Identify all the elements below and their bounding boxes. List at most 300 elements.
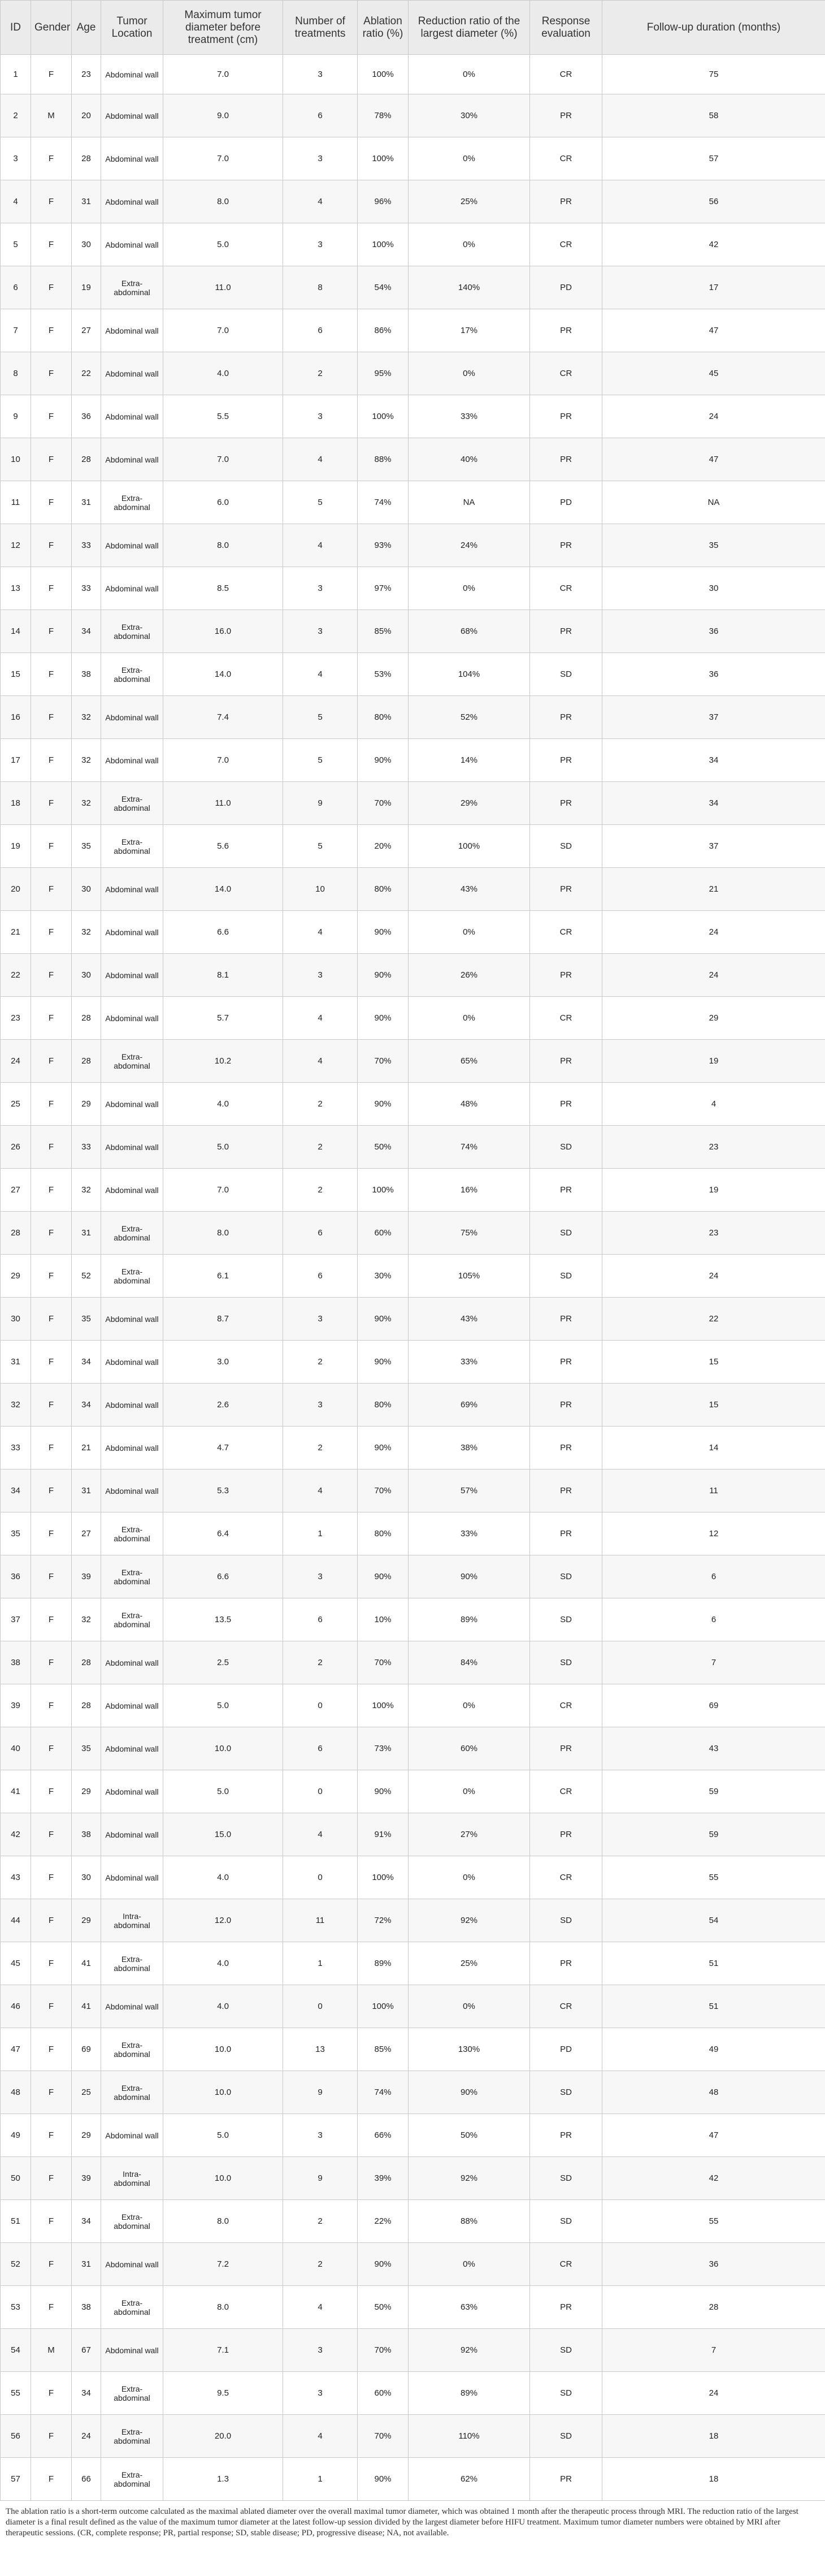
response-cell: SD: [530, 2329, 602, 2372]
followup-cell: 34: [602, 782, 825, 825]
id-cell: 45: [1, 1942, 31, 1985]
diameter-cell: 4.0: [163, 1985, 283, 2028]
treatments-cell: 2: [283, 2243, 358, 2286]
age-cell: 41: [72, 1985, 101, 2028]
followup-cell: 48: [602, 2071, 825, 2114]
location-cell: Intra-abdominal: [101, 1899, 163, 1942]
followup-cell: 6: [602, 1555, 825, 1598]
column-header: ID: [1, 1, 31, 55]
location-cell: Extra-abdominal: [101, 653, 163, 696]
treatments-cell: 6: [283, 94, 358, 137]
column-header: Maximum tumor diameter before treatment (cm): [163, 1, 283, 55]
followup-cell: 7: [602, 1641, 825, 1684]
ablation-cell: 85%: [358, 610, 409, 653]
id-cell: 1: [1, 55, 31, 94]
column-header: Reduction ratio of the largest diameter (%): [409, 1, 530, 55]
table-row: [1, 1384, 825, 1427]
location-cell: Extra-abdominal: [101, 1512, 163, 1555]
column-header: Gender: [31, 1, 72, 55]
followup-cell: 19: [602, 1169, 825, 1212]
location-cell: Abdominal wall: [101, 137, 163, 180]
age-cell: 33: [72, 567, 101, 610]
age-cell: 27: [72, 309, 101, 352]
id-cell: 42: [1, 1813, 31, 1856]
treatments-cell: 8: [283, 266, 358, 309]
table-row: [1, 1255, 825, 1298]
table-row: [1, 352, 825, 395]
ablation-cell: 78%: [358, 94, 409, 137]
response-cell: SD: [530, 1641, 602, 1684]
ablation-cell: 80%: [358, 1384, 409, 1427]
age-cell: 28: [72, 997, 101, 1040]
gender-cell: F: [31, 1040, 72, 1083]
table-row: [1, 94, 825, 137]
treatments-cell: 1: [283, 1942, 358, 1985]
location-cell: Abdominal wall: [101, 696, 163, 739]
age-cell: 31: [72, 2243, 101, 2286]
table-row: [1, 696, 825, 739]
id-cell: 5: [1, 223, 31, 266]
diameter-cell: 9.5: [163, 2372, 283, 2415]
id-cell: 26: [1, 1126, 31, 1169]
gender-cell: F: [31, 1942, 72, 1985]
treatments-cell: 3: [283, 2329, 358, 2372]
ablation-cell: 100%: [358, 223, 409, 266]
table-row: [1, 1341, 825, 1384]
response-cell: PD: [530, 2028, 602, 2071]
age-cell: 35: [72, 1727, 101, 1770]
location-cell: Abdominal wall: [101, 567, 163, 610]
response-cell: PR: [530, 395, 602, 438]
gender-cell: F: [31, 180, 72, 223]
table-row: [1, 1512, 825, 1555]
table-row: [1, 610, 825, 653]
location-cell: Extra-abdominal: [101, 1040, 163, 1083]
location-cell: Abdominal wall: [101, 1427, 163, 1469]
reduction-cell: 17%: [409, 309, 530, 352]
location-cell: Abdominal wall: [101, 911, 163, 954]
location-cell: Intra-abdominal: [101, 2157, 163, 2200]
followup-cell: 23: [602, 1126, 825, 1169]
followup-cell: 35: [602, 524, 825, 567]
response-cell: SD: [530, 2415, 602, 2458]
ablation-cell: 53%: [358, 653, 409, 696]
table-row: [1, 1040, 825, 1083]
gender-cell: F: [31, 653, 72, 696]
gender-cell: F: [31, 2286, 72, 2329]
table-row: [1, 2071, 825, 2114]
followup-cell: 45: [602, 352, 825, 395]
table-row: [1, 55, 825, 94]
ablation-cell: 70%: [358, 2329, 409, 2372]
followup-cell: 49: [602, 2028, 825, 2071]
table-body: [1, 55, 825, 2501]
diameter-cell: 2.5: [163, 1641, 283, 1684]
ablation-cell: 70%: [358, 782, 409, 825]
age-cell: 29: [72, 1770, 101, 1813]
followup-cell: 21: [602, 868, 825, 911]
ablation-cell: 70%: [358, 1641, 409, 1684]
reduction-cell: 90%: [409, 2071, 530, 2114]
gender-cell: F: [31, 266, 72, 309]
response-cell: PR: [530, 1813, 602, 1856]
location-cell: Abdominal wall: [101, 1298, 163, 1341]
age-cell: 29: [72, 2114, 101, 2157]
ablation-cell: 96%: [358, 180, 409, 223]
ablation-cell: 86%: [358, 309, 409, 352]
gender-cell: F: [31, 1985, 72, 2028]
table-row: [1, 868, 825, 911]
diameter-cell: 4.0: [163, 352, 283, 395]
diameter-cell: 7.4: [163, 696, 283, 739]
treatments-cell: 4: [283, 524, 358, 567]
age-cell: 30: [72, 1856, 101, 1899]
ablation-cell: 60%: [358, 2372, 409, 2415]
response-cell: SD: [530, 2200, 602, 2243]
id-cell: 3: [1, 137, 31, 180]
diameter-cell: 15.0: [163, 1813, 283, 1856]
gender-cell: F: [31, 1727, 72, 1770]
age-cell: 20: [72, 94, 101, 137]
diameter-cell: 1.3: [163, 2458, 283, 2501]
followup-cell: 24: [602, 1255, 825, 1298]
reduction-cell: 63%: [409, 2286, 530, 2329]
followup-cell: NA: [602, 481, 825, 524]
location-cell: Extra-abdominal: [101, 266, 163, 309]
age-cell: 28: [72, 137, 101, 180]
reduction-cell: 57%: [409, 1469, 530, 1512]
gender-cell: M: [31, 94, 72, 137]
treatments-cell: 2: [283, 1427, 358, 1469]
age-cell: 28: [72, 1641, 101, 1684]
response-cell: PR: [530, 868, 602, 911]
table-row: [1, 223, 825, 266]
location-cell: Abdominal wall: [101, 2243, 163, 2286]
ablation-cell: 73%: [358, 1727, 409, 1770]
age-cell: 69: [72, 2028, 101, 2071]
reduction-cell: NA: [409, 481, 530, 524]
location-cell: Extra-abdominal: [101, 2286, 163, 2329]
response-cell: PR: [530, 94, 602, 137]
id-cell: 11: [1, 481, 31, 524]
treatments-cell: 0: [283, 1770, 358, 1813]
treatments-cell: 3: [283, 55, 358, 94]
table-row: [1, 782, 825, 825]
table-row: [1, 997, 825, 1040]
gender-cell: F: [31, 1598, 72, 1641]
age-cell: 38: [72, 653, 101, 696]
ablation-cell: 70%: [358, 1469, 409, 1512]
table-row: [1, 1126, 825, 1169]
diameter-cell: 5.6: [163, 825, 283, 868]
table-row: [1, 2329, 825, 2372]
age-cell: 31: [72, 1212, 101, 1255]
id-cell: 47: [1, 2028, 31, 2071]
reduction-cell: 104%: [409, 653, 530, 696]
gender-cell: F: [31, 2114, 72, 2157]
reduction-cell: 27%: [409, 1813, 530, 1856]
followup-cell: 51: [602, 1942, 825, 1985]
response-cell: PR: [530, 309, 602, 352]
id-cell: 39: [1, 1684, 31, 1727]
treatments-cell: 2: [283, 1641, 358, 1684]
followup-cell: 22: [602, 1298, 825, 1341]
treatments-cell: 3: [283, 137, 358, 180]
table-row: [1, 911, 825, 954]
followup-cell: 14: [602, 1427, 825, 1469]
reduction-cell: 0%: [409, 223, 530, 266]
gender-cell: F: [31, 1384, 72, 1427]
reduction-cell: 0%: [409, 1684, 530, 1727]
location-cell: Abdominal wall: [101, 1684, 163, 1727]
gender-cell: F: [31, 2243, 72, 2286]
reduction-cell: 130%: [409, 2028, 530, 2071]
gender-cell: F: [31, 868, 72, 911]
followup-cell: 55: [602, 1856, 825, 1899]
column-header: Ablation ratio (%): [358, 1, 409, 55]
reduction-cell: 0%: [409, 55, 530, 94]
reduction-cell: 92%: [409, 2157, 530, 2200]
age-cell: 28: [72, 438, 101, 481]
ablation-cell: 80%: [358, 1512, 409, 1555]
location-cell: Abdominal wall: [101, 2114, 163, 2157]
reduction-cell: 65%: [409, 1040, 530, 1083]
table-row: [1, 1856, 825, 1899]
table-row: [1, 1469, 825, 1512]
treatments-cell: 1: [283, 1512, 358, 1555]
diameter-cell: 7.2: [163, 2243, 283, 2286]
ablation-cell: 90%: [358, 739, 409, 782]
age-cell: 36: [72, 395, 101, 438]
column-header: Tumor Location: [101, 1, 163, 55]
location-cell: Extra-abdominal: [101, 2415, 163, 2458]
age-cell: 35: [72, 1298, 101, 1341]
followup-cell: 37: [602, 825, 825, 868]
ablation-cell: 80%: [358, 868, 409, 911]
reduction-cell: 0%: [409, 1856, 530, 1899]
ablation-cell: 50%: [358, 2286, 409, 2329]
diameter-cell: 7.0: [163, 55, 283, 94]
response-cell: PR: [530, 1083, 602, 1126]
age-cell: 30: [72, 223, 101, 266]
id-cell: 34: [1, 1469, 31, 1512]
ablation-cell: 54%: [358, 266, 409, 309]
id-cell: 30: [1, 1298, 31, 1341]
age-cell: 31: [72, 481, 101, 524]
ablation-cell: 39%: [358, 2157, 409, 2200]
response-cell: SD: [530, 1899, 602, 1942]
followup-cell: 28: [602, 2286, 825, 2329]
diameter-cell: 7.0: [163, 739, 283, 782]
treatments-cell: 10: [283, 868, 358, 911]
age-cell: 39: [72, 1555, 101, 1598]
gender-cell: F: [31, 1770, 72, 1813]
reduction-cell: 0%: [409, 352, 530, 395]
diameter-cell: 5.0: [163, 1684, 283, 1727]
age-cell: 31: [72, 180, 101, 223]
location-cell: Extra-abdominal: [101, 610, 163, 653]
followup-cell: 36: [602, 610, 825, 653]
id-cell: 15: [1, 653, 31, 696]
reduction-cell: 92%: [409, 1899, 530, 1942]
response-cell: SD: [530, 1255, 602, 1298]
followup-cell: 47: [602, 438, 825, 481]
gender-cell: F: [31, 223, 72, 266]
ablation-cell: 90%: [358, 1427, 409, 1469]
treatments-cell: 4: [283, 2415, 358, 2458]
gender-cell: M: [31, 2329, 72, 2372]
gender-cell: F: [31, 696, 72, 739]
gender-cell: F: [31, 309, 72, 352]
location-cell: Extra-abdominal: [101, 782, 163, 825]
id-cell: 37: [1, 1598, 31, 1641]
reduction-cell: 48%: [409, 1083, 530, 1126]
reduction-cell: 25%: [409, 180, 530, 223]
id-cell: 21: [1, 911, 31, 954]
diameter-cell: 6.6: [163, 1555, 283, 1598]
age-cell: 39: [72, 2157, 101, 2200]
response-cell: PR: [530, 1384, 602, 1427]
age-cell: 29: [72, 1899, 101, 1942]
followup-cell: 75: [602, 55, 825, 94]
location-cell: Abdominal wall: [101, 309, 163, 352]
id-cell: 16: [1, 696, 31, 739]
treatments-cell: 3: [283, 954, 358, 997]
id-cell: 56: [1, 2415, 31, 2458]
age-cell: 66: [72, 2458, 101, 2501]
age-cell: 31: [72, 1469, 101, 1512]
treatments-cell: 6: [283, 1598, 358, 1641]
age-cell: 34: [72, 1341, 101, 1384]
id-cell: 27: [1, 1169, 31, 1212]
response-cell: CR: [530, 1684, 602, 1727]
diameter-cell: 5.0: [163, 1126, 283, 1169]
ablation-cell: 90%: [358, 1298, 409, 1341]
reduction-cell: 60%: [409, 1727, 530, 1770]
table-row: [1, 2114, 825, 2157]
id-cell: 10: [1, 438, 31, 481]
reduction-cell: 88%: [409, 2200, 530, 2243]
treatments-cell: 4: [283, 1469, 358, 1512]
column-header: Number of treatments: [283, 1, 358, 55]
ablation-cell: 90%: [358, 2243, 409, 2286]
ablation-cell: 70%: [358, 2415, 409, 2458]
treatments-cell: 2: [283, 1341, 358, 1384]
ablation-cell: 95%: [358, 352, 409, 395]
response-cell: PR: [530, 180, 602, 223]
followup-cell: 59: [602, 1813, 825, 1856]
location-cell: Abdominal wall: [101, 1169, 163, 1212]
location-cell: Abdominal wall: [101, 1770, 163, 1813]
followup-cell: 34: [602, 739, 825, 782]
table-row: [1, 1641, 825, 1684]
ablation-cell: 85%: [358, 2028, 409, 2071]
id-cell: 46: [1, 1985, 31, 2028]
location-cell: Abdominal wall: [101, 180, 163, 223]
treatments-cell: 13: [283, 2028, 358, 2071]
ablation-cell: 74%: [358, 481, 409, 524]
table-row: [1, 524, 825, 567]
followup-cell: 15: [602, 1341, 825, 1384]
gender-cell: F: [31, 1212, 72, 1255]
response-cell: PR: [530, 438, 602, 481]
ablation-cell: 66%: [358, 2114, 409, 2157]
id-cell: 9: [1, 395, 31, 438]
reduction-cell: 0%: [409, 1770, 530, 1813]
treatments-cell: 5: [283, 481, 358, 524]
ablation-cell: 100%: [358, 1169, 409, 1212]
location-cell: Abdominal wall: [101, 223, 163, 266]
table-row: [1, 1169, 825, 1212]
treatments-cell: 3: [283, 567, 358, 610]
age-cell: 28: [72, 1040, 101, 1083]
ablation-cell: 60%: [358, 1212, 409, 1255]
table-row: [1, 1298, 825, 1341]
diameter-cell: 6.6: [163, 911, 283, 954]
response-cell: PD: [530, 266, 602, 309]
response-cell: PR: [530, 2458, 602, 2501]
reduction-cell: 140%: [409, 266, 530, 309]
id-cell: 41: [1, 1770, 31, 1813]
ablation-cell: 89%: [358, 1942, 409, 1985]
response-cell: CR: [530, 223, 602, 266]
response-cell: SD: [530, 1555, 602, 1598]
table-row: [1, 2372, 825, 2415]
treatments-cell: 4: [283, 2286, 358, 2329]
location-cell: Abdominal wall: [101, 1126, 163, 1169]
followup-cell: 56: [602, 180, 825, 223]
followup-cell: 6: [602, 1598, 825, 1641]
followup-cell: 54: [602, 1899, 825, 1942]
diameter-cell: 4.7: [163, 1427, 283, 1469]
followup-cell: 24: [602, 395, 825, 438]
response-cell: PR: [530, 524, 602, 567]
table-row: [1, 309, 825, 352]
id-cell: 2: [1, 94, 31, 137]
reduction-cell: 29%: [409, 782, 530, 825]
id-cell: 49: [1, 2114, 31, 2157]
id-cell: 23: [1, 997, 31, 1040]
ablation-cell: 100%: [358, 1856, 409, 1899]
treatments-cell: 6: [283, 1255, 358, 1298]
treatments-cell: 3: [283, 2114, 358, 2157]
location-cell: Abdominal wall: [101, 1083, 163, 1126]
response-cell: CR: [530, 567, 602, 610]
id-cell: 17: [1, 739, 31, 782]
followup-cell: 17: [602, 266, 825, 309]
table-row: [1, 395, 825, 438]
diameter-cell: 20.0: [163, 2415, 283, 2458]
location-cell: Extra-abdominal: [101, 2028, 163, 2071]
location-cell: Abdominal wall: [101, 1641, 163, 1684]
response-cell: PR: [530, 739, 602, 782]
location-cell: Extra-abdominal: [101, 2071, 163, 2114]
reduction-cell: 84%: [409, 1641, 530, 1684]
response-cell: CR: [530, 55, 602, 94]
id-cell: 8: [1, 352, 31, 395]
gender-cell: F: [31, 395, 72, 438]
diameter-cell: 4.0: [163, 1856, 283, 1899]
gender-cell: F: [31, 1427, 72, 1469]
reduction-cell: 0%: [409, 1985, 530, 2028]
location-cell: Abdominal wall: [101, 438, 163, 481]
age-cell: 33: [72, 1126, 101, 1169]
age-cell: 67: [72, 2329, 101, 2372]
location-cell: Abdominal wall: [101, 2329, 163, 2372]
ablation-cell: 100%: [358, 395, 409, 438]
id-cell: 20: [1, 868, 31, 911]
response-cell: SD: [530, 2071, 602, 2114]
